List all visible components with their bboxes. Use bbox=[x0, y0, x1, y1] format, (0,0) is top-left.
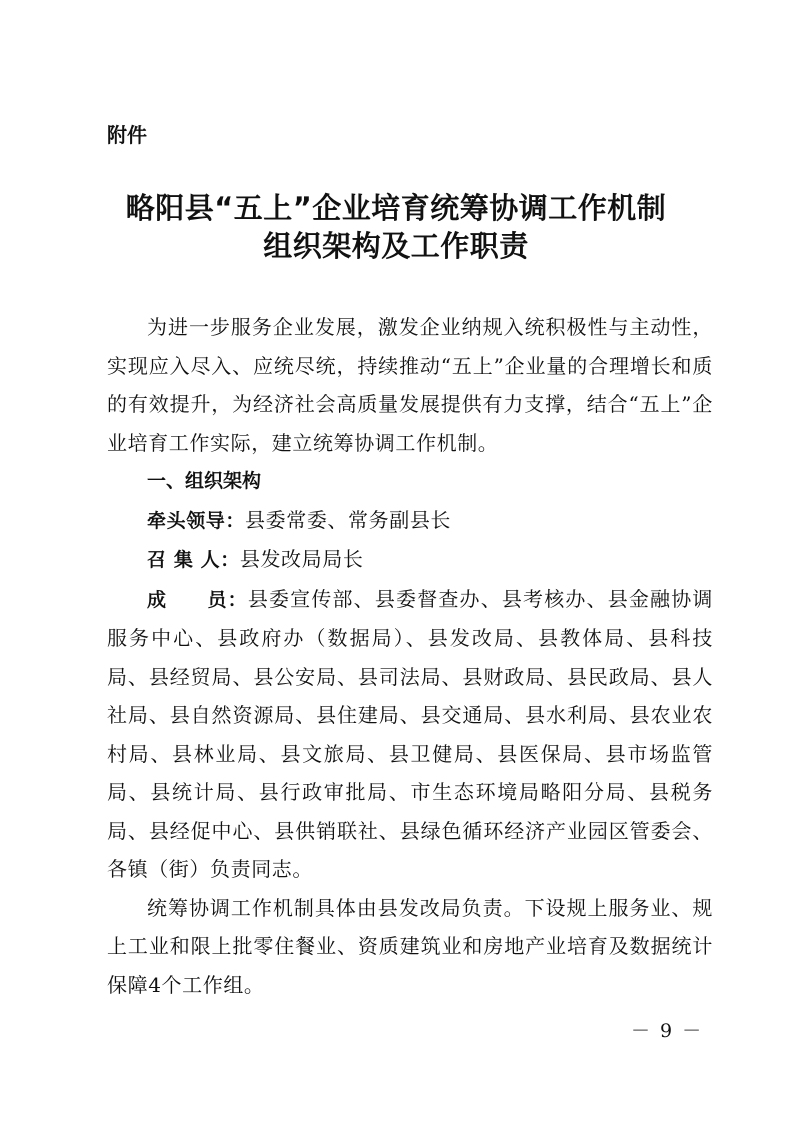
leader-label: 牵头领导： bbox=[147, 509, 246, 532]
document-body bbox=[107, 308, 713, 1004]
members-row bbox=[107, 580, 713, 889]
members-value: 县委宣传部、县委督查办、县考核办、县金融协调服务中心、县政府办（数据局）、县发改局、县教体局、县科技局、县经贸局、县公安局、县司法局、县财政局、县民政局、县人社局、县自然资源局、县住建局、县交通局、县水利局、县农业农村局、县林业局、县文旅局、县卫健局、县医保局、县市场监管局、县统计局、县行政审批局、市生态环境局略阳分局、县税务局、县经促中心、县供销联社、县绿色循环经济产业园区管委会、各镇（街）负责同志。 bbox=[107, 586, 713, 881]
closing-paragraph: 统筹协调工作机制具体由县发改局负责。下设规上服务业、规上工业和限上批零住餐业、资质建筑业和房地产业培育及数据统计保障4个工作组。 bbox=[107, 895, 713, 997]
convener-label: 召 集 人： bbox=[147, 549, 240, 571]
leader-row bbox=[107, 501, 713, 541]
members-label: 成 员： bbox=[147, 588, 248, 611]
document-title-line2: 组织架构及工作职责 bbox=[263, 229, 529, 263]
convener-value: 县发改局局长 bbox=[239, 547, 364, 571]
document-title-line1: 略阳县“五上”企业培育统筹协调工作机制 bbox=[125, 191, 667, 225]
page-number: － 9 － bbox=[631, 1020, 704, 1042]
intro-paragraph: 为进一步服务企业发展，激发企业纳规入统积极性与主动性，实现应入尽入、应统尽统，持续推动“五上”企业量的合理增长和质的有效提升，为经济社会高质量发展提供有力支撑，结合“五上”企业培育工作实际，建立统筹协调工作机制。 bbox=[107, 315, 713, 455]
convener-row bbox=[107, 540, 713, 580]
section-heading-organization: 一、组织架构 bbox=[147, 470, 262, 492]
attachment-label: 附件 bbox=[107, 123, 147, 147]
leader-value: 县委常委、常务副县长 bbox=[245, 507, 452, 532]
